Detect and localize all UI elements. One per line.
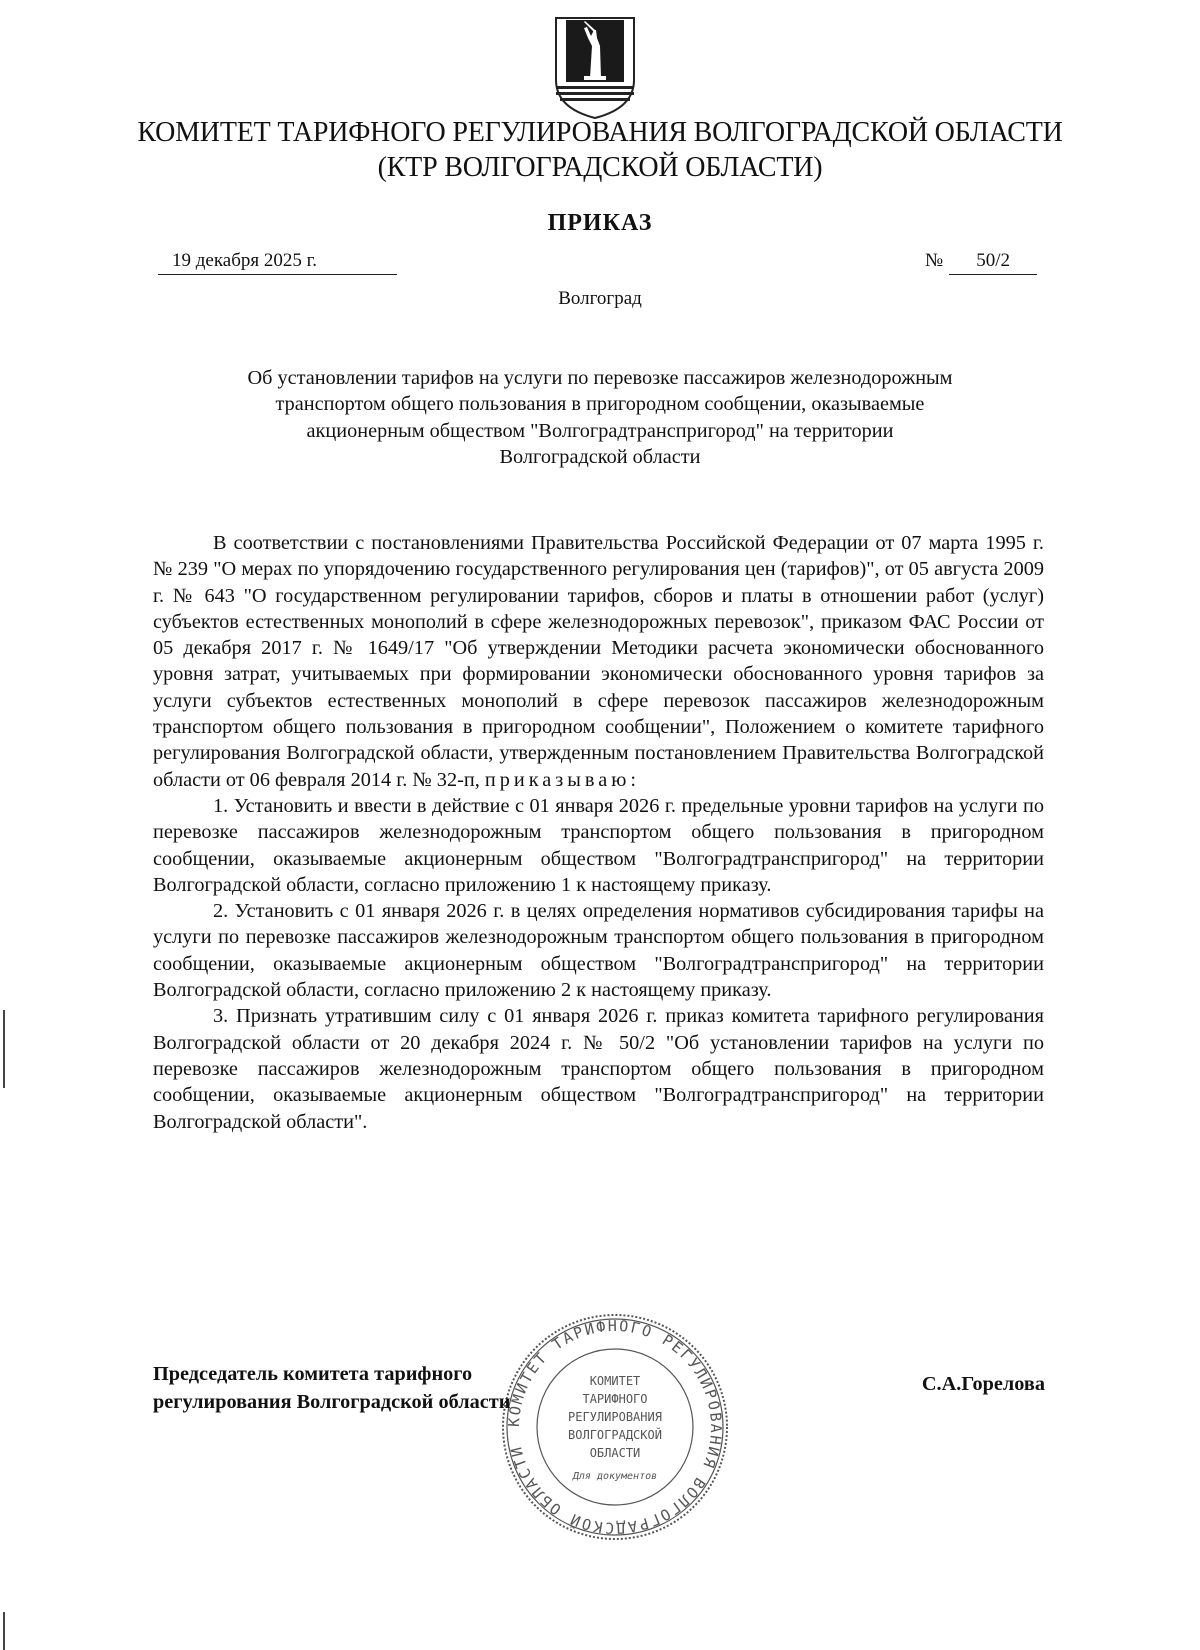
organization-name: КОМИТЕТ ТАРИФНОГО РЕГУЛИРОВАНИЯ ВОЛГОГРАДСКОЙ ОБЛАСТИ bbox=[137, 117, 1063, 148]
decree-word: приказываю: bbox=[484, 768, 640, 791]
order-number-value: 50/2 bbox=[949, 250, 1037, 275]
subject-line: Волгоградской области bbox=[499, 445, 701, 468]
seal-inner-line: ВОЛГОГРАДСКОЙ bbox=[568, 1428, 662, 1442]
signatory-name: С.А.Горелова bbox=[921, 1373, 1045, 1395]
scan-edge-mark bbox=[3, 1612, 5, 1650]
subject-line: акционерным обществом "Волгоградтранспригород" на территории bbox=[306, 419, 894, 442]
clause-1: 1. Установить и ввести в действие с 01 января 2026 г. предельные уровни тарифов на услуги по перевозке пассажиров железнодорожным транспортом общего пользования в пригородном сообщении, оказываемые акционерным обществом "Волгоградтранспригород" на территории Волгоградской области, согласно приложению 1 к настоящему приказу. bbox=[153, 794, 1044, 896]
seal-inner-line: ОБЛАСТИ bbox=[589, 1446, 641, 1460]
clause-2: 2. Установить с 01 января 2026 г. в целях определения нормативов субсидирования тарифы на услуги по перевозке пассажиров железнодорожным транспортом общего пользования в пригородном сообщении, оказываемые акционерным обществом "Волгоградтранспригород" на территории Волгоградской области, согласно приложению 2 к настоящему приказу. bbox=[153, 900, 1044, 1002]
order-date: 19 декабря 2025 г. bbox=[158, 250, 397, 275]
preamble-text: В соответствии с постановлениями Правительства Российской Федерации от 07 марта 1995 г. № 239 "О мерах по упорядочению государственного регулирования цен (тарифов)", от 05 августа 2009 г. № 643 "О государственном регулировании тарифов, сборов и платы в отношении работ (услуг) субъектов естественных монополий в сфере железнодорожных перевозок", приказом ФАС России от 05 декабря 2017 г. № 1649/17 "Об утверждении Методики расчета экономически обоснованного уровня затрат, учитываемых при формировании экономически обоснованного уровня тарифов за услуги субъектов естественных монополий в сфере перевозок пассажиров железнодорожным транспортом общего пользования в пригородном сообщении", Положением о комитете тарифного регулирования Волгоградской области, утвержденным постановлением Правительства Волгоградской области от 06 февраля 2014 г. № 32-п, bbox=[153, 532, 1044, 791]
signatory-position bbox=[153, 1360, 510, 1416]
position-line: Председатель комитета тарифного bbox=[153, 1363, 473, 1385]
subject-line: Об установлении тарифов на услуги по перевозке пассажиров железнодорожным bbox=[247, 367, 953, 389]
document-body bbox=[153, 530, 1044, 1135]
document-title: ПРИКАЗ bbox=[547, 210, 653, 236]
seal-inner-line: КОМИТЕТ bbox=[589, 1374, 641, 1388]
seal-bottom-line: Для документов bbox=[572, 1471, 658, 1482]
seal-inner-line: ТАРИФНОГО bbox=[582, 1392, 648, 1406]
organization-abbreviation: (КТР ВОЛГОГРАДСКОЙ ОБЛАСТИ) bbox=[377, 152, 823, 183]
volgograd-coat-of-arms-icon bbox=[554, 16, 636, 120]
clause-3: 3. Признать утратившим силу с 01 января 2026 г. приказ комитета тарифного регулирования Волгоградской области от 20 декабря 2024 г. № 50/2 "Об установлении тарифов на услуги по перевозке пассажиров железнодорожным транспортом общего пользования в пригородном сообщении, оказываемые акционерным обществом "Волгоградтранспригород" на территории Волгоградской области". bbox=[153, 1005, 1044, 1133]
city: Волгоград bbox=[558, 288, 642, 309]
official-seal bbox=[495, 1307, 735, 1547]
position-line: регулирования Волгоградской области bbox=[153, 1391, 511, 1413]
preamble-paragraph bbox=[153, 530, 1044, 793]
seal-outer-text: КОМИТЕТ ТАРИФНОГО РЕГУЛИРОВАНИЯ ВОЛГОГРАДСКОЙ ОБЛАСТИ bbox=[504, 1316, 726, 1538]
document-subject bbox=[160, 365, 1040, 470]
number-sign: № bbox=[925, 250, 944, 271]
subject-line: транспортом общего пользования в пригородном сообщении, оказываемые bbox=[275, 393, 925, 416]
scan-edge-mark bbox=[3, 1010, 5, 1088]
order-number bbox=[925, 250, 1037, 275]
seal-inner-line: РЕГУЛИРОВАНИЯ bbox=[568, 1410, 662, 1424]
